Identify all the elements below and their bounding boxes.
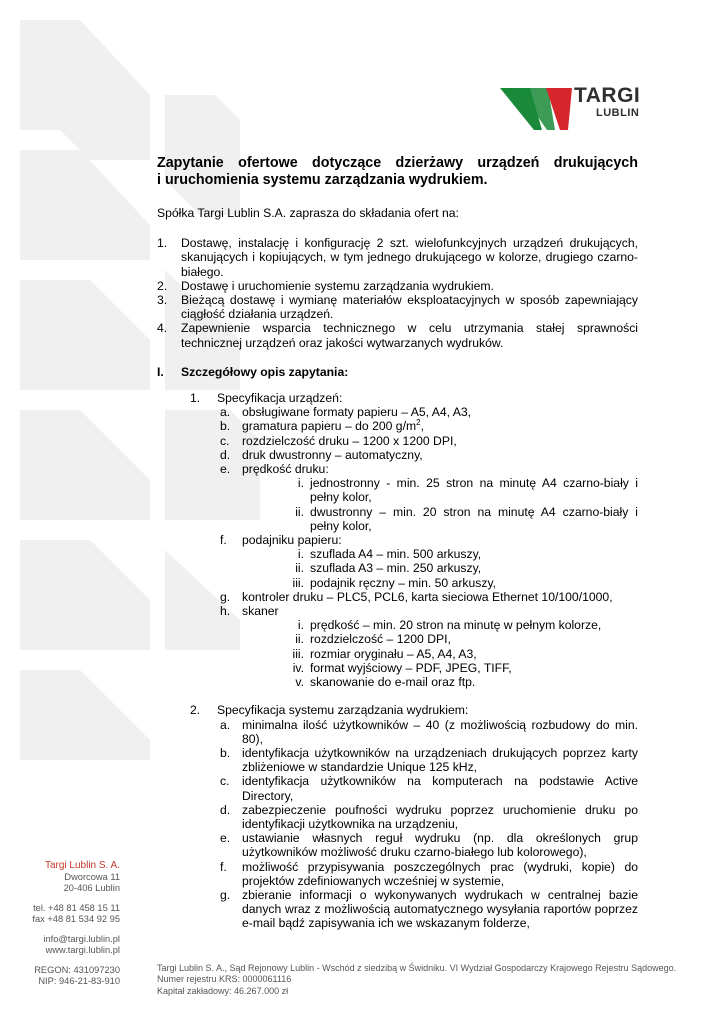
item-text: prędkość – min. 20 stron na minutę w pełnym kolorze, xyxy=(310,618,602,633)
footer-legal-line-1: Targi Lublin S. A., Sąd Rejonowy Lublin - Wschód z siedzibą w Świdniku. VI Wydział Gospodarczy Krajowego Rejestru Sądowego. xyxy=(157,963,677,973)
item-letter: e. xyxy=(220,831,231,846)
item-letter: g. xyxy=(220,589,231,604)
sub-list xyxy=(242,547,638,590)
spec-item xyxy=(217,434,638,448)
item-text: rozmiar oryginału – A5, A4, A3, xyxy=(310,646,477,661)
item-letter: e. xyxy=(220,462,231,477)
footer-www[interactable]: www.targi.lublin.pl xyxy=(45,945,120,955)
document-body xyxy=(157,155,638,931)
footer-street: Dworcowa 11 xyxy=(64,871,120,882)
item-number: 4. xyxy=(157,321,168,336)
item-text: identyfikacja użytkowników na urządzeniach drukujących poprzez karty zbliżeniowe w standardzie Unique 125 kHz, xyxy=(242,745,638,775)
sub-item xyxy=(290,476,638,504)
section-number: I. xyxy=(157,364,164,379)
item-text: format wyjściowy – PDF, JPEG, TIFF, xyxy=(310,660,512,675)
spec-item xyxy=(217,533,638,590)
spec-item xyxy=(217,448,638,462)
spec-item xyxy=(217,746,638,774)
item-letter: d. xyxy=(220,447,231,462)
spec-item xyxy=(217,590,638,604)
item-letter: f. xyxy=(220,533,227,548)
section-title: Szczegółowy opis zapytania: xyxy=(181,364,349,379)
item-text: minimalna ilość użytkowników – 40 (z możliwością rozbudowy do min. 80), xyxy=(242,717,638,746)
footer-company: Targi Lublin S. A. xyxy=(44,860,120,871)
item-number: 1. xyxy=(157,236,168,251)
item-text: skanowanie do e-mail oraz ftp. xyxy=(310,675,476,690)
footer-contact xyxy=(20,860,120,988)
title-line-1: Zapytanie ofertowe dotyczące dzierżawy urządzeń drukujących xyxy=(157,155,638,171)
superscript: 2 xyxy=(416,418,421,428)
item-text: Dostawę, instalację i konfigurację 2 szt. wielofunkcyjnych urządzeń drukujących, skanujących i kopiujących, w tym jednego drukującego w kolorze, drugiego czarno-białego. xyxy=(181,236,638,279)
item-number: 3. xyxy=(157,293,168,308)
section-heading xyxy=(157,365,638,379)
item-letter: h. xyxy=(220,604,231,619)
footer-legal-line-3: Kapitał zakładowy: 46.267.000 zł xyxy=(157,985,289,996)
spec-item xyxy=(217,860,638,888)
footer-nip: NIP: 946-21-83-910 xyxy=(38,976,120,986)
footer-email[interactable]: info@targi.lublin.pl xyxy=(43,933,120,944)
spec-item xyxy=(217,803,638,831)
item-text: identyfikacja użytkowników na komputerach na podstawie Active Directory, xyxy=(242,774,638,803)
sub-item xyxy=(290,547,638,561)
sub-item xyxy=(290,576,638,590)
sub-item xyxy=(290,632,638,646)
item-letter: b. xyxy=(220,745,231,760)
item-text: rozdzielczość druku – 1200 x 1200 DPI, xyxy=(242,433,457,448)
sub-list xyxy=(242,618,638,689)
item-roman: ii. xyxy=(295,504,304,519)
item-letter: c. xyxy=(220,774,230,789)
spec-number: 1. xyxy=(190,391,201,406)
spec-item xyxy=(217,462,638,533)
sub-item xyxy=(290,661,638,675)
document-title xyxy=(157,155,638,189)
item-roman: iii. xyxy=(292,646,304,661)
main-list-item xyxy=(157,236,638,279)
item-text: druk dwustronny – automatyczny, xyxy=(242,447,423,462)
spec-item xyxy=(217,718,638,746)
item-text: zbieranie informacji o wykonywanych wydrukach w centralnej bazie danych wraz z możliwością automatycznego wysyłania raportów poprzez e-mail bądź zapisywania ich we wskazanym folderze, xyxy=(242,887,638,931)
item-text: Bieżącą dostawę i wymianę materiałów eksploatacyjnych w sposób zapewniający ciągłość działania urządzeń. xyxy=(181,293,638,322)
item-text: obsługiwane formaty papieru – A5, A4, A3, xyxy=(242,405,472,420)
footer-regon: REGON: 431097230 xyxy=(34,964,120,975)
item-number: 2. xyxy=(157,278,168,293)
main-list xyxy=(157,236,638,350)
spec-number: 2. xyxy=(190,703,201,718)
spec-devices xyxy=(157,391,638,689)
sub-item xyxy=(290,618,638,632)
item-text: prędkość druku: xyxy=(242,462,329,477)
item-text: rozdzielczość – 1200 DPI, xyxy=(310,632,451,647)
sub-item xyxy=(290,647,638,661)
footer-legal-line-2: Numer rejestru KRS: 0000061116 xyxy=(157,974,292,985)
item-text: podajnik ręczny – min. 50 arkuszy, xyxy=(310,575,497,590)
item-text: gramatura papieru – do 200 g/m xyxy=(242,419,417,434)
footer-tel: tel. +48 81 458 15 11 xyxy=(33,902,120,913)
footer-city: 20-406 Lublin xyxy=(63,883,120,893)
item-text: zabezpieczenie poufności wydruku poprzez uruchomienie druku po identyfikacji użytkownika na urządzeniu, xyxy=(242,802,638,831)
item-roman: ii. xyxy=(295,632,304,647)
main-list-item xyxy=(157,279,638,293)
item-letter: f. xyxy=(220,859,227,874)
main-list-item xyxy=(157,293,638,321)
title-line-2: i uruchomienia systemu zarządzania wydrukiem. xyxy=(157,172,488,188)
spec-item xyxy=(217,774,638,802)
item-text: Dostawę i uruchomienie systemu zarządzania wydrukiem. xyxy=(181,278,494,293)
footer-fax: fax +48 81 534 92 95 xyxy=(32,914,120,924)
spec-item xyxy=(217,604,638,689)
item-text: szuflada A4 – min. 500 arkuszy, xyxy=(310,547,482,562)
sub-item xyxy=(290,505,638,533)
main-list-item xyxy=(157,321,638,349)
item-text: dwustronny – min. 20 stron na minutę A4 czarno-biały i pełny kolor, xyxy=(310,504,638,533)
sub-list xyxy=(242,476,638,533)
item-letter: b. xyxy=(220,419,231,434)
spec-item xyxy=(217,405,638,419)
intro-text: Spółka Targi Lublin S.A. zaprasza do składania ofert na: xyxy=(157,206,459,220)
item-text: podajniku papieru: xyxy=(242,533,342,548)
spec-item xyxy=(217,831,638,859)
spec-print-system xyxy=(157,703,638,930)
item-letter: d. xyxy=(220,802,231,817)
spec-system-list xyxy=(217,718,638,931)
item-letter: g. xyxy=(220,887,231,902)
item-roman: i. xyxy=(297,547,304,562)
item-text: Zapewnienie wsparcia technicznego w celu utrzymania stałej sprawności technicznej urządzeń oraz jakości wytwarzanych wydruków. xyxy=(181,321,638,350)
item-text: kontroler druku – PLC5, PCL6, karta sieciowa Ethernet 10/100/1000, xyxy=(242,589,613,604)
item-roman: i. xyxy=(297,476,304,491)
item-letter: a. xyxy=(220,405,231,420)
item-tail: , xyxy=(420,419,424,434)
item-text: jednostronny - min. 25 stron na minutę A4 czarno-biały i pełny kolor, xyxy=(310,476,638,505)
item-letter: a. xyxy=(220,717,231,732)
item-text: ustawianie własnych reguł wydruku (np. dla określonych grup użytkowników możliwość druku czarno-białego lub kolorowego), xyxy=(242,831,638,860)
item-roman: iv. xyxy=(292,660,304,675)
item-roman: i. xyxy=(297,618,304,633)
spec-item xyxy=(217,888,638,931)
item-letter: c. xyxy=(220,433,230,448)
item-roman: iii. xyxy=(292,575,304,590)
sub-item xyxy=(290,561,638,575)
item-roman: v. xyxy=(295,675,304,690)
sub-item xyxy=(290,675,638,689)
item-text: możliwość przypisywania poszczególnych prac (wydruki, kopie) do projektów zdefiniowanych wcześniej w systemie, xyxy=(242,859,638,888)
logo-name: TARGI xyxy=(574,84,641,107)
targi-logo-text xyxy=(574,85,640,120)
spec-title: Specyfikacja systemu zarządzania wydrukiem: xyxy=(217,703,469,718)
item-roman: ii. xyxy=(295,561,304,576)
spec-devices-list xyxy=(217,405,638,689)
logo-sub: LUBLIN xyxy=(596,107,640,119)
footer-legal xyxy=(157,963,717,997)
spec-item xyxy=(217,419,638,433)
item-text: szuflada A3 – min. 250 arkuszy, xyxy=(310,561,482,576)
item-text: skaner xyxy=(242,604,279,619)
spec-title: Specyfikacja urządzeń: xyxy=(217,391,343,406)
